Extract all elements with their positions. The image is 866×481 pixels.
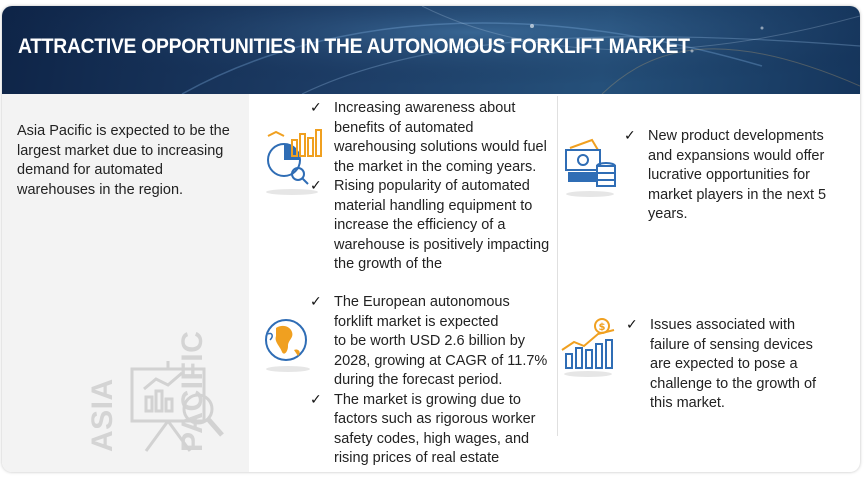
bullets-top-middle: [310, 99, 565, 275]
list-item: [310, 391, 565, 469]
cash-icon: [562, 136, 622, 200]
check-icon: ✓: [626, 317, 638, 333]
bullet-text: The market is growing due to factors such as rigorous worker safety codes, high wages, and rising prices of real estate: [334, 391, 536, 466]
region-label-line2: PACIFIC: [176, 330, 209, 452]
bullets-bottom-middle: [310, 293, 565, 469]
page-title: ATTRACTIVE OPPORTUNITIES IN THE AUTONOMOUS FORKLIFT MARKET: [18, 35, 690, 58]
bullets-bottom-right: [626, 316, 856, 414]
bullet-text: New product developments and expansions would offer lucrative opportunities for market players in the next 5 years.: [648, 128, 827, 222]
bullet-text: Issues associated with failure of sensing devices are expected to pose a challenge to the growth of this market.: [650, 317, 817, 411]
check-icon: ✓: [310, 294, 322, 310]
check-icon: ✓: [624, 128, 636, 144]
bullets-top-right: [624, 127, 854, 225]
list-item: [310, 177, 565, 275]
bullet-text: Rising popularity of automated material handling equipment to increase the efficiency of a warehouse is positively impacting the growth of the: [334, 178, 550, 272]
list-item: [310, 99, 565, 177]
region-label-line1: ASIA: [86, 378, 119, 452]
check-icon: ✓: [310, 100, 322, 116]
svg-text:$: $: [598, 322, 606, 333]
growth-chart-icon: [560, 316, 620, 380]
list-item: [626, 316, 856, 414]
infographic-card: [2, 6, 860, 472]
list-item: [624, 127, 854, 225]
check-icon: ✓: [310, 391, 322, 408]
region-summary-text: Asia Pacific is expected to be the largest market due to increasing demand for automated warehouses in the region.: [17, 123, 230, 198]
list-item: [310, 293, 565, 391]
presentation-icon: [126, 359, 226, 455]
bullet-text: Increasing awareness about benefits of automated warehousing solutions would fuel the market in the coming years.: [334, 100, 547, 175]
check-icon: ✓: [310, 178, 322, 194]
header-banner: [2, 6, 860, 94]
bullet-text: The European autonomous forklift market is expected to be worth USD 2.6 billion by 2028, growing at CAGR of 11.7% during the forecast period.: [334, 294, 548, 388]
